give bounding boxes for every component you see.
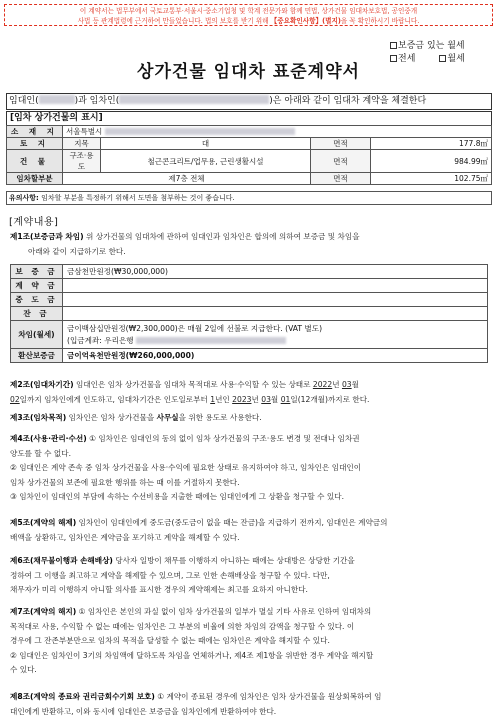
lease-area-label: 면적 [311,173,371,185]
building-area-label: 면적 [311,150,371,173]
article-1-text2: 아래와 같이 지급하기로 한다. [28,246,126,256]
checkbox-deposit-monthly[interactable] [390,40,465,53]
article-2-t4: 일까지 임차인에게 인도하고, 임대차기간은 인도일로부터 [19,394,208,404]
important-notice [4,4,493,26]
rent-label: 차임(월세) [11,321,63,349]
contract-intro [6,93,492,110]
table-row [7,138,492,150]
article-4-l5: ③ 임차인이 임대인의 부담에 속하는 수선비용을 지출한 때에는 임대인에게 그 상환을 청구할 수 있다. [10,492,345,501]
property-table [6,125,492,185]
start-day: 02 [10,394,20,404]
article-4-head: 제4조(사용·관리·수선) [10,434,87,443]
month-unit: 월 [351,380,359,389]
deposit-value: 금삼천만원정(₩30,000,000) [63,265,488,279]
intro-part3: )은 아래와 같이 임대차 계약을 체결한다 [269,96,427,106]
article-3-t3: 을 위한 용도로 사용한다. [178,413,262,422]
article-7-l5: 수 있다. [10,665,37,674]
lease-part-label: 임차할부분 [7,173,63,185]
table-row [7,150,492,173]
article-8-l1: ① 계약이 종료된 경우에 임차인은 임차 상가건물을 원상회복하여 임 [157,692,382,701]
article-6 [10,554,490,598]
article-1 [10,230,490,259]
article-8-head: 제8조(계약의 종료와 권리금회수기회 보호) [10,692,155,701]
article-7-l4: ② 임대인은 임차인이 3기의 차임액에 달하도록 차임을 연체하거나, 제4조 제1항을 위반한 경우 계약을 해지할 [10,650,374,660]
document-title: 상가건물 임대차 표준계약서 [137,62,360,82]
redacted-tenant [119,95,269,104]
checkbox-label: 보증금 있는 월세 [398,41,465,51]
checkbox-row-1 [390,40,465,53]
end-year: 2023 [232,394,252,404]
table-row [11,279,488,293]
building-area: 984.99㎡ [371,150,492,173]
article-5 [10,516,490,545]
lease-purpose: 사무실 [156,413,179,422]
table-row [7,173,492,185]
article-4-l2: 양도를 할 수 없다. [10,448,72,458]
lease-part-value: 제7층 전체 [63,173,311,185]
start-year: 2022 [312,380,333,389]
contract-money-value [63,279,488,293]
term-years: 1 [210,394,216,404]
article-5-head: 제5조(계약의 해제) [10,518,77,527]
location-city: 서울특별시 [66,127,103,136]
notice-line1a: 이 계약서는 법무부에서 국토교통부·서울시·중소기업청 및 학계 전문가와 함께 민법, 상가건물 임대차보호법, 공인중개 [79,7,418,15]
article-6-l1: 당사자 일방이 채무를 이행하지 아니하는 때에는 상대방은 상당한 기간을 [115,556,355,565]
land-area-label: 면적 [311,138,371,150]
rent-line2: (입금계좌: 우리은행 [67,335,134,345]
middle-payment-label: 중 도 금 [11,293,63,307]
end-day: 01 [280,394,291,404]
article-7-l2: 목적대로 사용, 수익할 수 없는 때에는 임차인은 그 부분의 비율에 의한 차임의 감액을 청구할 수 있다. 이 [10,621,355,631]
article-7-head: 제7조(계약의 해지) [10,607,77,616]
article-2-head: 제2조(임대차기간) [10,380,74,389]
article-4-l1: ① 임차인은 임대인의 동의 없이 임차 상가건물의 구조·용도 변경 및 전대나 임차권 [89,434,360,443]
redacted-account [136,337,286,344]
table-row [11,321,488,349]
building-value: 철근콘크리트/업무용, 근린생활시설 [101,150,311,173]
table-row [11,293,488,307]
rent-value [63,321,488,349]
notice-line2c: 을 꼭 확인하시기 바랍니다. [340,17,420,25]
article-6-l2: 정하여 그 이행을 최고하고 계약을 해제할 수 있으며, 그로 인한 손해배상을 청구할 수 있다. 다만, [10,570,330,580]
month-unit: 월 [270,394,279,404]
section-contract-title: [계약내용] [9,217,59,228]
article-2-t9: 일(12개월)까지로 한다. [290,394,370,404]
article-4 [10,432,490,505]
balance-value [63,307,488,321]
checkbox-icon [390,42,397,49]
article-1-text: 위 상가건물의 임대차에 관하여 임대인과 임차인은 합의에 의하여 보증금 및 차임을 [85,232,360,241]
location-value [63,126,492,138]
notice-line2a: 법의 보호를 받기 위해 [204,17,269,25]
middle-payment-value [63,293,488,307]
land-value: 대 [101,138,311,150]
notice-line1b: 사법 등 관계법령에 근거하여 만들었습니다. [77,17,203,25]
balance-label: 잔 금 [11,307,63,321]
article-3-t1: 임차인은 임차 상가건물을 [68,413,155,422]
building-sub: 구조·용도 [63,150,101,173]
caution-note [6,191,492,205]
article-3-head: 제3조(임차목적) [10,413,67,422]
location-label: 소 재 지 [7,126,63,138]
year-unit: 년 [332,380,340,389]
lease-area: 102.75㎡ [371,173,492,185]
rent-line1: 금이백삼십만원정(₩2,300,000)은 매월 2일에 선불로 지급한다. (VAT 별도) [67,323,323,333]
article-4-l4: 임차 상가건물의 보존에 필요한 행위를 하는 때 이를 거절하지 못한다. [10,477,240,487]
article-2 [10,378,490,407]
article-6-head: 제6조(채무불이행과 손해배상) [10,556,113,565]
article-5-l1: 임차인이 임대인에게 중도금(중도금이 없을 때는 잔금)을 지급하기 전까지, 임대인은 계약금의 [78,518,388,527]
deposit-label: 보 증 금 [11,265,63,279]
notice-line2b: 【중요확인사항】(별지) [270,17,341,25]
article-7-l3: 경우에 그 잔존부분만으로 임차의 목적을 달성할 수 없는 때에는 임차인은 계약을 해지할 수 있다. [10,636,330,645]
article-6-l3: 채무자가 미리 이행하지 아니할 의사를 표시한 경우의 계약해제는 최고를 요하지 아니한다. [10,585,308,594]
start-month: 03 [341,380,352,389]
article-8 [10,690,490,719]
caution-text: 임차할 부분을 특정하기 위해서 도면을 첨부하는 것이 좋습니다. [41,194,235,202]
table-row [11,307,488,321]
converted-deposit-value: 금이억육천만원정(₩260,000,000) [63,349,488,363]
article-4-l3: ② 임대인은 계약 존속 중 임차 상가건물을 사용·수익에 필요한 상태로 유지하여야 하고, 임차인은 임대인이 [10,463,362,472]
article-7-l1: ① 임차인은 본인의 과실 없이 임차 상가건물의 일부가 멸실 기타 사유로 인하여 임대차의 [78,607,372,616]
intro-part2: )과 임차인( [74,96,120,106]
article-2-t1: 임대인은 임차 상가건물을 임대차 목적대로 사용·수익할 수 있는 상태로 [76,380,311,389]
redacted-address [105,128,295,135]
article-1-head: 제1조(보증금과 차임) [10,232,84,241]
contract-money-label: 계 약 금 [11,279,63,293]
table-row [11,349,488,363]
article-5-l2: 배액을 상환하고, 임차인은 계약금을 포기하고 계약을 해제할 수 있다. [10,532,240,542]
table-row [7,126,492,138]
caution-key: 유의사항: [9,194,39,202]
checkbox-label: 전세 [398,54,416,64]
article-3 [10,411,490,426]
redacted-landlord [39,95,75,104]
year-unit: 년 [251,394,259,404]
article-7 [10,605,490,678]
land-area: 177.8㎡ [371,138,492,150]
table-row [11,265,488,279]
end-month: 03 [261,394,271,404]
land-sub: 지목 [63,138,101,150]
article-8-l2: 대인에게 반환하고, 이와 동시에 임대인은 보증금을 임차인에게 반환하여야 한다. [10,706,277,716]
land-label: 토 지 [7,138,63,150]
intro-part1: 임대인( [9,96,39,106]
section-property-title: [임차 상가건물의 표시] [6,111,492,125]
converted-deposit-label: 환산보증금 [11,349,63,363]
payment-table [10,264,488,363]
building-label: 건 물 [7,150,63,173]
checkbox-label: 월세 [447,54,465,64]
article-2-t6: 년인 [215,394,230,404]
